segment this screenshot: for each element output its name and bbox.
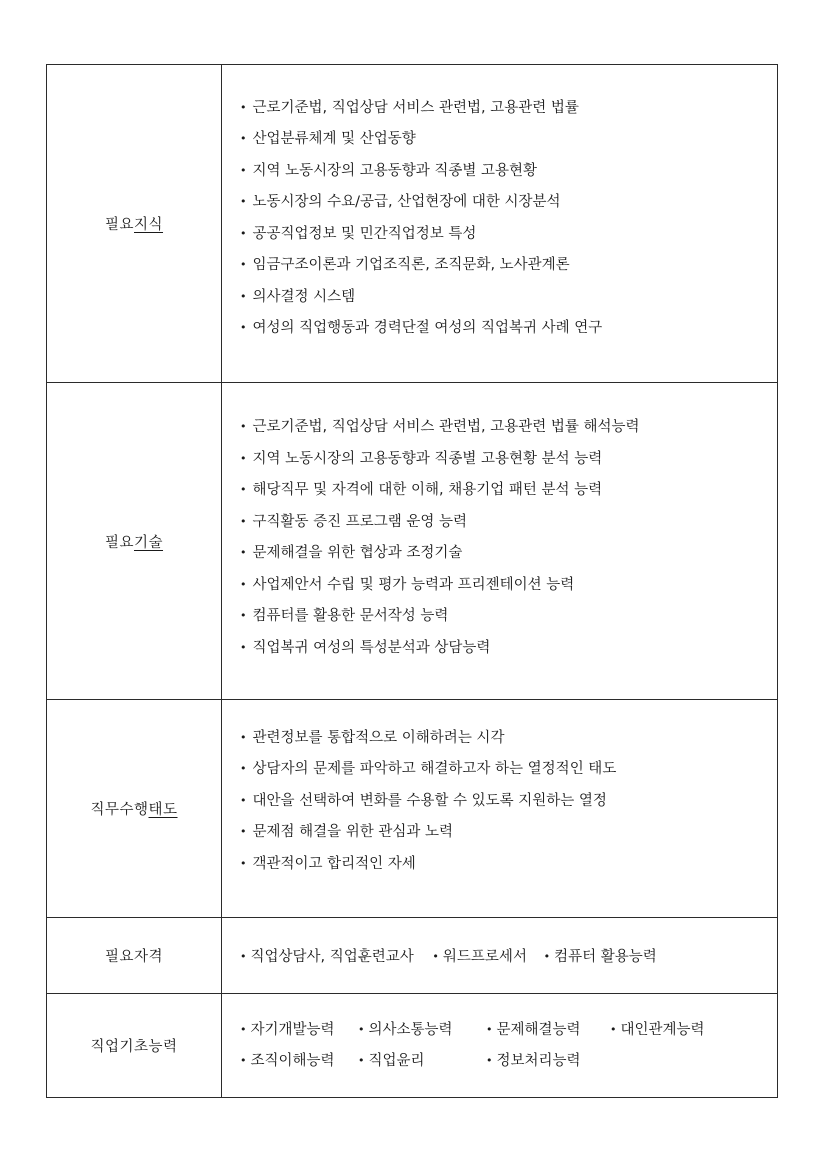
basic-ability-line-2 (240, 1046, 777, 1077)
list-item: • 사업제안서 수립 및 평가 능력과 프리젠테이션 능력 (240, 570, 777, 602)
list-item: • 자기개발능력 (240, 1015, 358, 1046)
list-item: • 산업분류체계 및 산업동향 (240, 124, 777, 156)
knowledge-content (222, 65, 778, 383)
basic-ability-content (222, 994, 778, 1098)
skill-list (240, 412, 777, 664)
list-item: • 지역 노동시장의 고용동향과 직종별 고용현황 (240, 156, 777, 188)
list-item: • 문제해결능력 (486, 1015, 610, 1046)
list-item: • 지역 노동시장의 고용동향과 직종별 고용현황 분석 능력 (240, 444, 777, 476)
list-item: • 의사결정 시스템 (240, 282, 777, 314)
attitude-list (240, 723, 777, 881)
skill-content (222, 383, 778, 700)
attitude-content (222, 700, 778, 918)
list-item: • 조직이해능력 (240, 1046, 358, 1077)
label-underlined-text: 기술 (134, 534, 164, 551)
list-item: • 컴퓨터 활용능력 (544, 945, 657, 966)
list-item: • 공공직업정보 및 민간직업정보 특성 (240, 219, 777, 251)
label-text: 필요 (104, 534, 134, 551)
list-item: • 객관적이고 합리적인 자세 (240, 849, 777, 881)
row-label-basic-ability: 직업기초능력 (47, 994, 222, 1098)
row-label-qualification: 필요자격 (47, 918, 222, 994)
list-item: • 구직활동 증진 프로그램 운영 능력 (240, 507, 777, 539)
list-item: • 직업상담사, 직업훈련교사 (240, 945, 414, 966)
list-item: • 해당직무 및 자격에 대한 이해, 채용기업 패턴 분석 능력 (240, 475, 777, 507)
list-item: • 대인관계능력 (610, 1015, 705, 1046)
row-label-knowledge (47, 65, 222, 383)
table-row (47, 994, 778, 1098)
list-item: • 관련정보를 통합적으로 이해하려는 시각 (240, 723, 777, 755)
list-item: • 컴퓨터를 활용한 문서작성 능력 (240, 601, 777, 633)
list-item: • 근로기준법, 직업상담 서비스 관련법, 고용관련 법률 해석능력 (240, 412, 777, 444)
table-row (47, 700, 778, 918)
list-item: • 직업복귀 여성의 특성분석과 상담능력 (240, 633, 777, 665)
table-row (47, 65, 778, 383)
row-label-attitude (47, 700, 222, 918)
list-item: • 문제점 해결을 위한 관심과 노력 (240, 817, 777, 849)
list-item: • 워드프로세서 (432, 945, 527, 966)
table-row (47, 918, 778, 994)
list-item: • 정보처리능력 (486, 1046, 581, 1077)
label-text: 필요 (104, 217, 134, 233)
row-label-skill (47, 383, 222, 700)
table-row (47, 383, 778, 700)
label-underlined-text: 태도 (148, 802, 178, 818)
list-item: • 임금구조이론과 기업조직론, 조직문화, 노사관계론 (240, 250, 777, 282)
list-item: • 근로기준법, 직업상담 서비스 관련법, 고용관련 법률 (240, 93, 777, 125)
list-item: • 문제해결을 위한 협상과 조정기술 (240, 538, 777, 570)
basic-ability-line-1 (240, 1015, 777, 1046)
label-text: 직무수행 (90, 802, 149, 818)
list-item: • 직업윤리 (358, 1046, 486, 1077)
competency-table (46, 64, 778, 1098)
qualification-list (240, 945, 777, 966)
knowledge-list (240, 93, 777, 345)
list-item: • 상담자의 문제를 파악하고 해결하고자 하는 열정적인 태도 (240, 754, 777, 786)
qualification-content (222, 918, 778, 994)
list-item: • 대안을 선택하여 변화를 수용할 수 있도록 지원하는 열정 (240, 786, 777, 818)
list-item: • 의사소통능력 (358, 1015, 486, 1046)
label-underlined-text: 지식 (134, 217, 164, 233)
list-item: • 노동시장의 수요/공급, 산업현장에 대한 시장분석 (240, 187, 777, 219)
list-item: • 여성의 직업행동과 경력단절 여성의 직업복귀 사례 연구 (240, 313, 777, 345)
